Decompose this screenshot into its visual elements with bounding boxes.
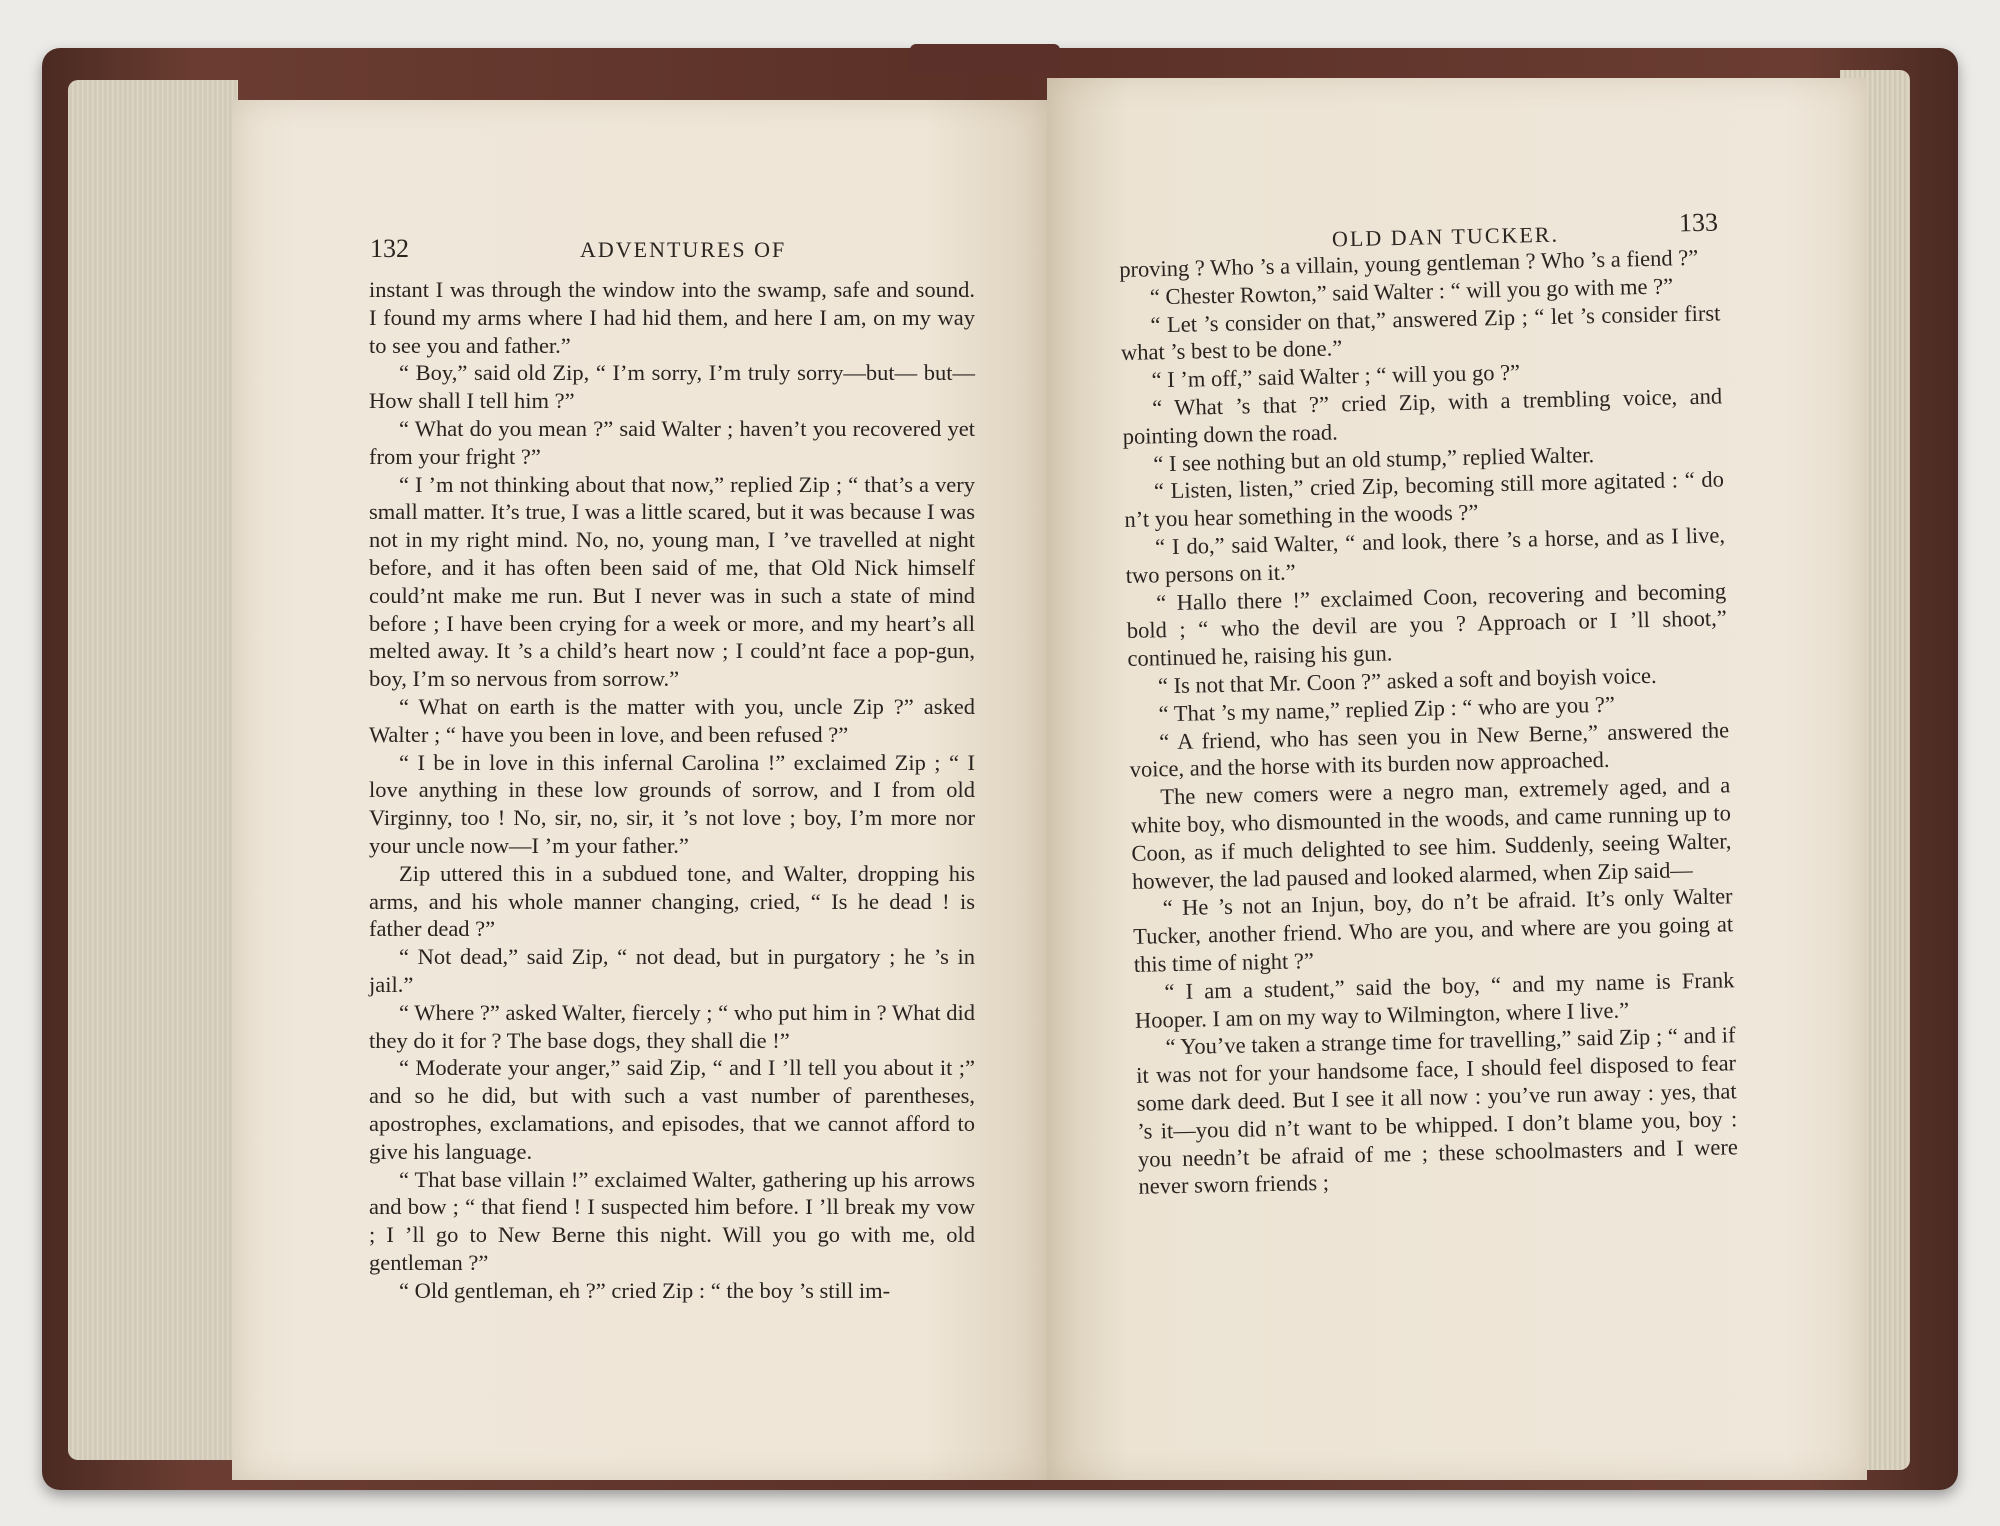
paragraph: “ He ’s not an Injun, boy, do n’t be afraid. It’s only Walter Tucker, another friend. Who are you, and where are you going at this time of night ?” — [1132, 883, 1734, 977]
running-head: ADVENTURES OF — [580, 237, 787, 262]
paragraph: “ That ’s my name,” replied Zip : “ who are you ?” — [1158, 691, 1616, 727]
paragraph: “ Is not that Mr. Coon ?” asked a soft and boyish voice. — [1157, 662, 1657, 699]
page-body — [1119, 243, 1739, 1200]
paragraph: “ Not dead,” said Zip, “ not dead, but in purgatory ; he ’s in jail.” — [369, 944, 975, 997]
paragraph: The new comers were a negro man, extremely aged, and a white boy, who dismounted in the woods, and came running up to Coon, as if much delighted to see him. Suddenly, seeing Walter, however, the lad paused and looked alarmed, when Zip said— — [1130, 772, 1732, 894]
paragraph: “ I ’m not thinking about that now,” replied Zip ; “ that’s a very small matter. It’s true, I was a little scared, but it was because I was not in my right mind. No, no, young man, I ’ve travelled at night before, and it has often been said of me, that Old Nick himself could’nt make me run. But I never was in such a state of mind before ; I have been crying for a week or more, and my heart’s all melted away. It ’s a child’s heart now ; I could’nt face a pop-gun, boy, I’m so nervous from sorrow.” — [369, 471, 975, 692]
paragraph: “ Moderate your anger,” said Zip, “ and I ’ll tell you about it ;” and so he did, but with such a vast number of parentheses, apostrophes, exclamations, and episodes, that we cannot afford to give his language. — [369, 1055, 975, 1164]
paragraph: “ You’ve taken a strange time for travelling,” said Zip ; “ and if it was not for your handsome face, I should feel disposed to fear some dark deed. But I see it all now : you’ve run away : yes, that ’s it—you did n’t want to be whipped. I don’t blame you, boy : you needn’t be afraid of me ; these schoolmasters and I were never sworn friends ; — [1135, 1022, 1739, 1200]
page-edges-left — [68, 80, 238, 1460]
paragraph: Zip uttered this in a subdued tone, and Walter, dropping his arms, and his whole manner changing, cried, “ Is he dead ! is father dead ?” — [369, 860, 975, 942]
paragraph: “ Let ’s consider on that,” answered Zip ; “ let ’s consider first what ’s best to be done.” — [1120, 300, 1721, 366]
paragraph: “ What do you mean ?” said Walter ; haven’t you recovered yet from your fright ?” — [369, 415, 975, 469]
paragraph: “ That base villain !” exclaimed Walter, gathering up his arrows and bow ; “ that fiend ! I suspected him before. I ’ll break my vow ; I ’ll go to New Berne this night. Will you go with me, old gentleman ?” — [369, 1166, 975, 1275]
running-head: OLD DAN TUCKER. — [1331, 221, 1560, 252]
paragraph: “ Where ?” asked Walter, fiercely ; “ who put him in ? What did they do it for ? The base dogs, they shall die !” — [369, 999, 975, 1053]
paragraph: “ Old gentleman, eh ?” cried Zip : “ the boy ’s still im- — [399, 1277, 891, 1303]
paragraph: “ I ’m off,” said Walter ; “ will you go ?” — [1151, 359, 1521, 393]
page-body — [369, 276, 975, 1304]
paragraph: proving ? Who ’s a villain, young gentleman ? Who ’s a fiend ?” — [1119, 244, 1699, 282]
paragraph: “ Listen, listen,” cried Zip, becoming still more agitated : “ do n’t you hear something in the woods ?” — [1124, 466, 1725, 533]
paragraph: “ I be in love in this infernal Carolina !” exclaimed Zip ; “ I love anything in these low grounds of sorrow, and I from old Virginny, too ! No, sir, no, sir, it ’s not love ; boy, I’m more nor your uncle now—I ’m your father.” — [369, 749, 975, 858]
paragraph: “ Hallo there !” exclaimed Coon, recovering and becoming bold ; “ who the devil are you ? Approach or I ’ll shoot,” continued he, raising his gun. — [1126, 577, 1727, 672]
page-number: 132 — [370, 234, 409, 263]
paragraph: instant I was through the window into the swamp, safe and sound. I found my arms where I had hid them, and here I am, on my way to see you and father.” — [369, 277, 975, 358]
paragraph: “ What on earth is the matter with you, uncle Zip ?” asked Walter ; “ have you been in love, and been refused ?” — [369, 693, 975, 747]
paragraph: “ Boy,” said old Zip, “ I’m sorry, I’m truly sorry—but— but—How shall I tell him ?” — [369, 360, 975, 414]
right-page — [1047, 78, 1867, 1480]
left-page — [232, 100, 1047, 1480]
paragraph: “ What ’s that ?” cried Zip, with a trembling voice, and pointing down the road. — [1122, 383, 1723, 449]
paragraph: “ A friend, who has seen you in New Berne,” answered the voice, and the horse with its burden now approached. — [1129, 716, 1730, 783]
book-spine — [910, 44, 1060, 74]
paragraph: “ Chester Rowton,” said Walter : “ will you go with me ?” — [1149, 273, 1674, 310]
paragraph: “ I see nothing but an old stump,” replied Walter. — [1153, 441, 1595, 476]
paragraph: “ I am a student,” said the boy, “ and my name is Frank Hooper. I am on my way to Wilmington, where I live.” — [1134, 966, 1735, 1033]
paragraph: “ I do,” said Walter, “ and look, there ’s a horse, and as I live, two persons on it.” — [1125, 522, 1726, 588]
page-number: 133 — [1678, 207, 1719, 238]
